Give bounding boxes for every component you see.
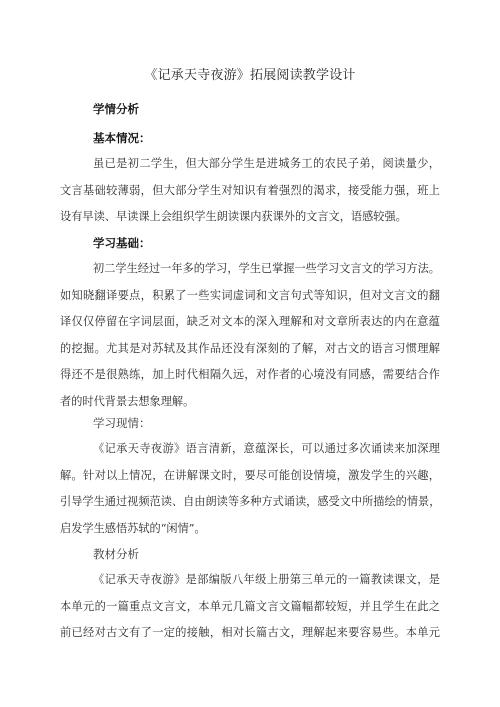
paragraph-line: 初二学生经过一年多的学习，学生已掌握一些学习文言文的学习方法。 xyxy=(93,262,440,275)
section-heading-material-analysis: 教材分析 xyxy=(93,547,139,561)
paragraph-basic-situation xyxy=(60,151,440,231)
subheading-basic-situation: 基本情况： xyxy=(93,131,151,145)
subheading-learning-status: 学习现情： xyxy=(93,416,151,430)
paragraph-line: 设有早读、早读课上会组织学生朗读课内获课外的文言文，语感较强。 xyxy=(60,210,407,223)
paragraph-line: 《记承天寺夜游》是部编版八年级上册第三单元的一篇教读课文，是 xyxy=(93,573,440,586)
paragraph-line: 本单元的一篇重点文言文，本单元几篇文言文篇幅都较短，并且学生在此之 xyxy=(60,599,440,613)
paragraph-line: 虽已是初二学生，但大部分学生是进城务工的农民子弟，阅读量少， xyxy=(93,157,440,170)
paragraph-line: 如知晓翻译要点，积累了一些实词虚词和文言句式等知识，但对文言文的翻 xyxy=(60,288,440,302)
paragraph-line: 启发学生感悟苏轼的“闲情”。 xyxy=(60,521,206,535)
paragraph-learning-foundation xyxy=(60,256,440,415)
page-title: 《记承天寺夜游》拓展阅读教学设计 xyxy=(144,68,356,83)
paragraph-learning-status xyxy=(60,436,440,542)
paragraph-line: 译仅仅停留在字词层面，缺乏对文本的深入理解和对文章所表达的内在意蕴 xyxy=(60,315,440,328)
paragraph-line: 者的时代背景去想象理解。 xyxy=(60,394,195,408)
paragraph-material-analysis xyxy=(60,567,440,647)
paragraph-line: 的挖掘。尤其是对苏轼及其作品还没有深刻的了解，对古文的语言习惯理解 xyxy=(60,341,440,355)
paragraph-line: 《记承天寺夜游》语言清新，意蕴深长，可以通过多次诵读来加深理 xyxy=(93,442,440,455)
paragraph-line: 文言基础较薄弱，但大部分学生对知识有着强烈的渴求，接受能力强，班上 xyxy=(60,183,440,197)
paragraph-line: 引导学生通过视频范读、自由朗读等多种方式诵读，感受文中所描绘的情景， xyxy=(60,495,441,508)
paragraph-line: 前已经对古文有了一定的接触，相对长篇古文，理解起来要容易些。本单元 xyxy=(60,626,440,639)
subheading-learning-foundation: 学习基础： xyxy=(93,236,151,250)
paragraph-line: 解。针对以上情况，在讲解课文时，要尽可能创设情境，激发学生的兴趣， xyxy=(60,468,440,482)
section-heading-student-analysis: 学情分析 xyxy=(93,102,139,116)
paragraph-line: 得还不是很熟练，加上时代相隔久远，对作者的心境没有同感，需要结合作 xyxy=(60,368,440,381)
